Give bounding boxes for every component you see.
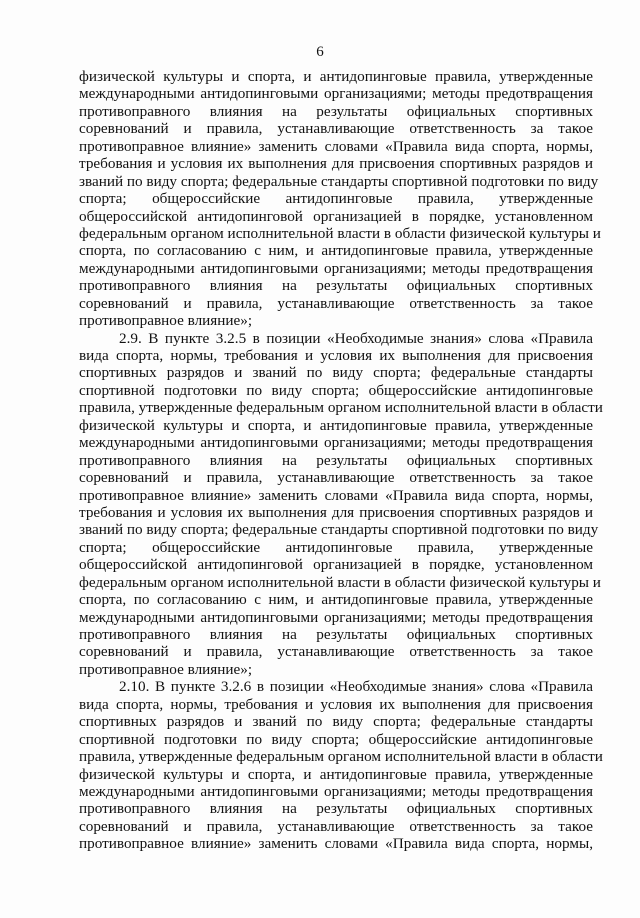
text-line: спортивных разрядов и званий по виду спорта; федеральные стандарты — [79, 364, 593, 382]
text-line: противоправное влияние» заменить словами «Правила вида спорта, нормы, — [79, 486, 593, 504]
page-number: 6 — [316, 44, 324, 60]
text-line: званий по виду спорта; федеральные стандарты спортивной подготовки по виду — [79, 521, 599, 539]
document-body — [79, 68, 603, 853]
text-line: спорта, по согласованию с ним, и антидопинговые правила, утвержденные — [79, 242, 593, 260]
text-line: спортивной подготовки по виду спорта; общероссийские антидопинговые — [79, 730, 593, 748]
text-line: соревнований и правила, устанавливающие ответственность за такое — [79, 469, 593, 487]
text-line: международными антидопинговыми организациями; методы предотвращения — [79, 608, 593, 626]
text-line: вида спорта, нормы, требования и условия их выполнения для присвоения — [79, 347, 593, 364]
text-line: соревнований и правила, устанавливающие ответственность за такое — [79, 120, 593, 138]
text-line: противоправного влияния на результаты официальных спортивных — [79, 626, 593, 643]
text-line: физической культуры и спорта, и антидопинговые правила, утвержденные — [79, 68, 593, 85]
text-line: физической культуры и спорта, и антидопинговые правила, утвержденные — [79, 416, 593, 434]
text-line: противоправного влияния на результаты официальных спортивных — [79, 800, 593, 818]
text-line: соревнований и правила, устанавливающие ответственность за такое — [79, 643, 593, 661]
paragraph-first-line: 2.9. В пункте 3.2.5 в позиции «Необходимые знания» слова «Правила — [119, 329, 593, 347]
text-line: требования и условия их выполнения для присвоения спортивных разрядов и — [79, 503, 593, 521]
text-line: международными антидопинговыми организациями; методы предотвращения — [79, 85, 593, 103]
text-line: противоправное влияние»; — [79, 312, 253, 330]
text-line: соревнований и правила, устанавливающие ответственность за такое — [79, 817, 593, 835]
text-line: общероссийской антидопинговой организацией в порядке, установленном — [79, 556, 593, 574]
text-line: правила, утвержденные федеральным органом исполнительной власти в области — [79, 748, 603, 766]
paragraph-first-line: 2.10. В пункте 3.2.6 в позиции «Необходимые знания» слова «Правила — [119, 678, 593, 696]
text-line: правила, утвержденные федеральным органом исполнительной власти в области — [79, 399, 603, 417]
text-line: спорта, по согласованию с ним, и антидопинговые правила, утвержденные — [79, 591, 593, 609]
text-line: спорта; общероссийские антидопинговые правила, утвержденные — [79, 538, 593, 556]
text-line: противоправное влияние»; — [79, 660, 253, 678]
text-line: спорта; общероссийские антидопинговые правила, утвержденные — [79, 190, 593, 208]
text-line: спортивной подготовки по виду спорта; общероссийские антидопинговые — [79, 381, 593, 399]
text-line: требования и условия их выполнения для присвоения спортивных разрядов и — [79, 155, 593, 173]
text-line: противоправное влияние» заменить словами «Правила вида спорта, нормы, — [79, 835, 593, 853]
text-line: противоправное влияние» заменить словами «Правила вида спорта, нормы, — [79, 137, 593, 155]
text-line: противоправного влияния на результаты официальных спортивных — [79, 102, 593, 120]
text-line: федеральным органом исполнительной власти в области физической культуры и — [79, 224, 601, 242]
text-line: международными антидопинговыми организациями; методы предотвращения — [79, 259, 593, 277]
text-line: вида спорта, нормы, требования и условия их выполнения для присвоения — [79, 695, 593, 713]
text-line: общероссийской антидопинговой организацией в порядке, установленном — [79, 207, 593, 225]
text-line: спортивных разрядов и званий по виду спорта; федеральные стандарты — [79, 713, 593, 731]
text-line: физической культуры и спорта, и антидопинговые правила, утвержденные — [79, 765, 593, 783]
text-line: международными антидопинговыми организациями; методы предотвращения — [79, 434, 593, 452]
text-line: федеральным органом исполнительной власти в области физической культуры и — [79, 573, 601, 591]
text-line: званий по виду спорта; федеральные стандарты спортивной подготовки по виду — [79, 172, 599, 190]
text-line: международными антидопинговыми организациями; методы предотвращения — [79, 782, 593, 800]
text-line: противоправного влияния на результаты официальных спортивных — [79, 277, 593, 295]
text-line: противоправного влияния на результаты официальных спортивных — [79, 451, 593, 469]
text-line: соревнований и правила, устанавливающие ответственность за такое — [79, 294, 593, 312]
